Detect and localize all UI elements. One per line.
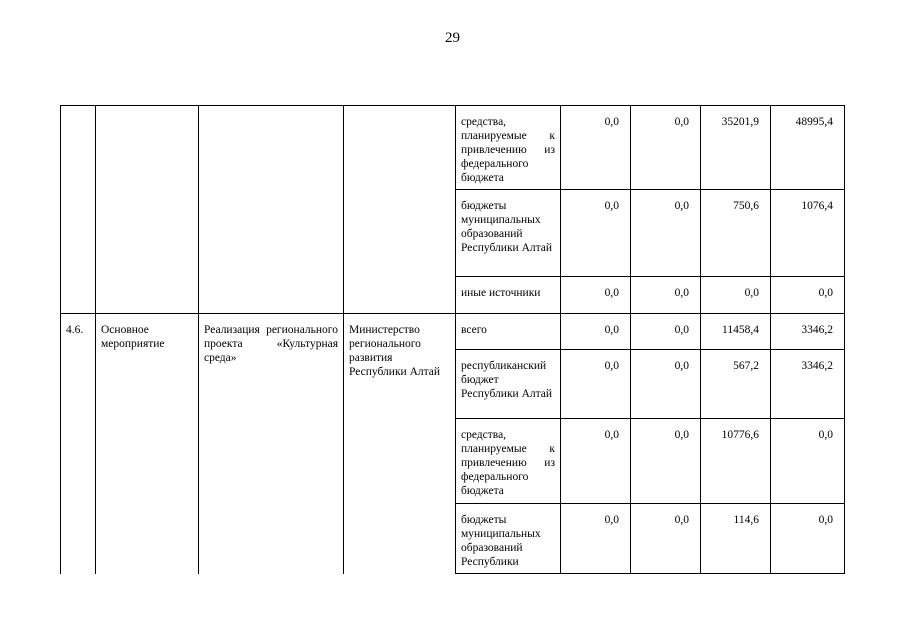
table-row	[61, 314, 845, 350]
empty-executor-cell	[344, 106, 456, 314]
value-cell: 0,0	[631, 277, 701, 314]
page-number: 29	[445, 30, 460, 46]
value-cell: 0,0	[631, 314, 701, 350]
value-cell: 750,6	[701, 190, 771, 277]
value-cell: 0,0	[561, 314, 631, 350]
item-type-cell: Основное мероприятие	[96, 314, 199, 574]
value-cell: 3346,2	[771, 314, 845, 350]
value-cell: 11458,4	[701, 314, 771, 350]
funding-source-cell: республиканский бюджет Республики Алтай	[456, 350, 561, 419]
value-cell: 0,0	[771, 419, 845, 504]
value-cell: 0,0	[631, 106, 701, 190]
value-cell: 0,0	[561, 419, 631, 504]
item-project-cell: Реализация регионального проекта «Культурная среда»	[199, 314, 344, 574]
empty-number-cell	[61, 106, 96, 314]
value-cell: 0,0	[701, 277, 771, 314]
funding-source-cell: всего	[456, 314, 561, 350]
value-cell: 1076,4	[771, 190, 845, 277]
empty-type-cell	[96, 106, 199, 314]
value-cell: 3346,2	[771, 350, 845, 419]
value-cell: 10776,6	[701, 419, 771, 504]
item-executor-cell: Министерство регионального развития Республики Алтай	[344, 314, 456, 574]
funding-source-cell: средства, планируемые к привлечению из федерального бюджета	[456, 419, 561, 504]
value-cell: 0,0	[631, 419, 701, 504]
value-cell: 0,0	[561, 504, 631, 574]
funding-source-cell: бюджеты муниципальных образований Республики Алтай	[456, 190, 561, 277]
value-cell: 567,2	[701, 350, 771, 419]
item-number-cell: 4.6.	[61, 314, 96, 574]
value-cell: 35201,9	[701, 106, 771, 190]
value-cell: 0,0	[771, 504, 845, 574]
funding-source-cell: бюджеты муниципальных образований Республики	[456, 504, 561, 574]
value-cell: 0,0	[631, 504, 701, 574]
value-cell: 0,0	[631, 350, 701, 419]
funding-source-cell: средства, планируемые к привлечению из федерального бюджета	[456, 106, 561, 190]
value-cell: 114,6	[701, 504, 771, 574]
value-cell: 0,0	[561, 277, 631, 314]
empty-project-cell	[199, 106, 344, 314]
table-row	[61, 106, 845, 190]
budget-table	[60, 105, 845, 574]
value-cell: 0,0	[771, 277, 845, 314]
funding-source-cell: иные источники	[456, 277, 561, 314]
value-cell: 0,0	[561, 190, 631, 277]
value-cell: 0,0	[561, 350, 631, 419]
value-cell: 48995,4	[771, 106, 845, 190]
value-cell: 0,0	[631, 190, 701, 277]
value-cell: 0,0	[561, 106, 631, 190]
